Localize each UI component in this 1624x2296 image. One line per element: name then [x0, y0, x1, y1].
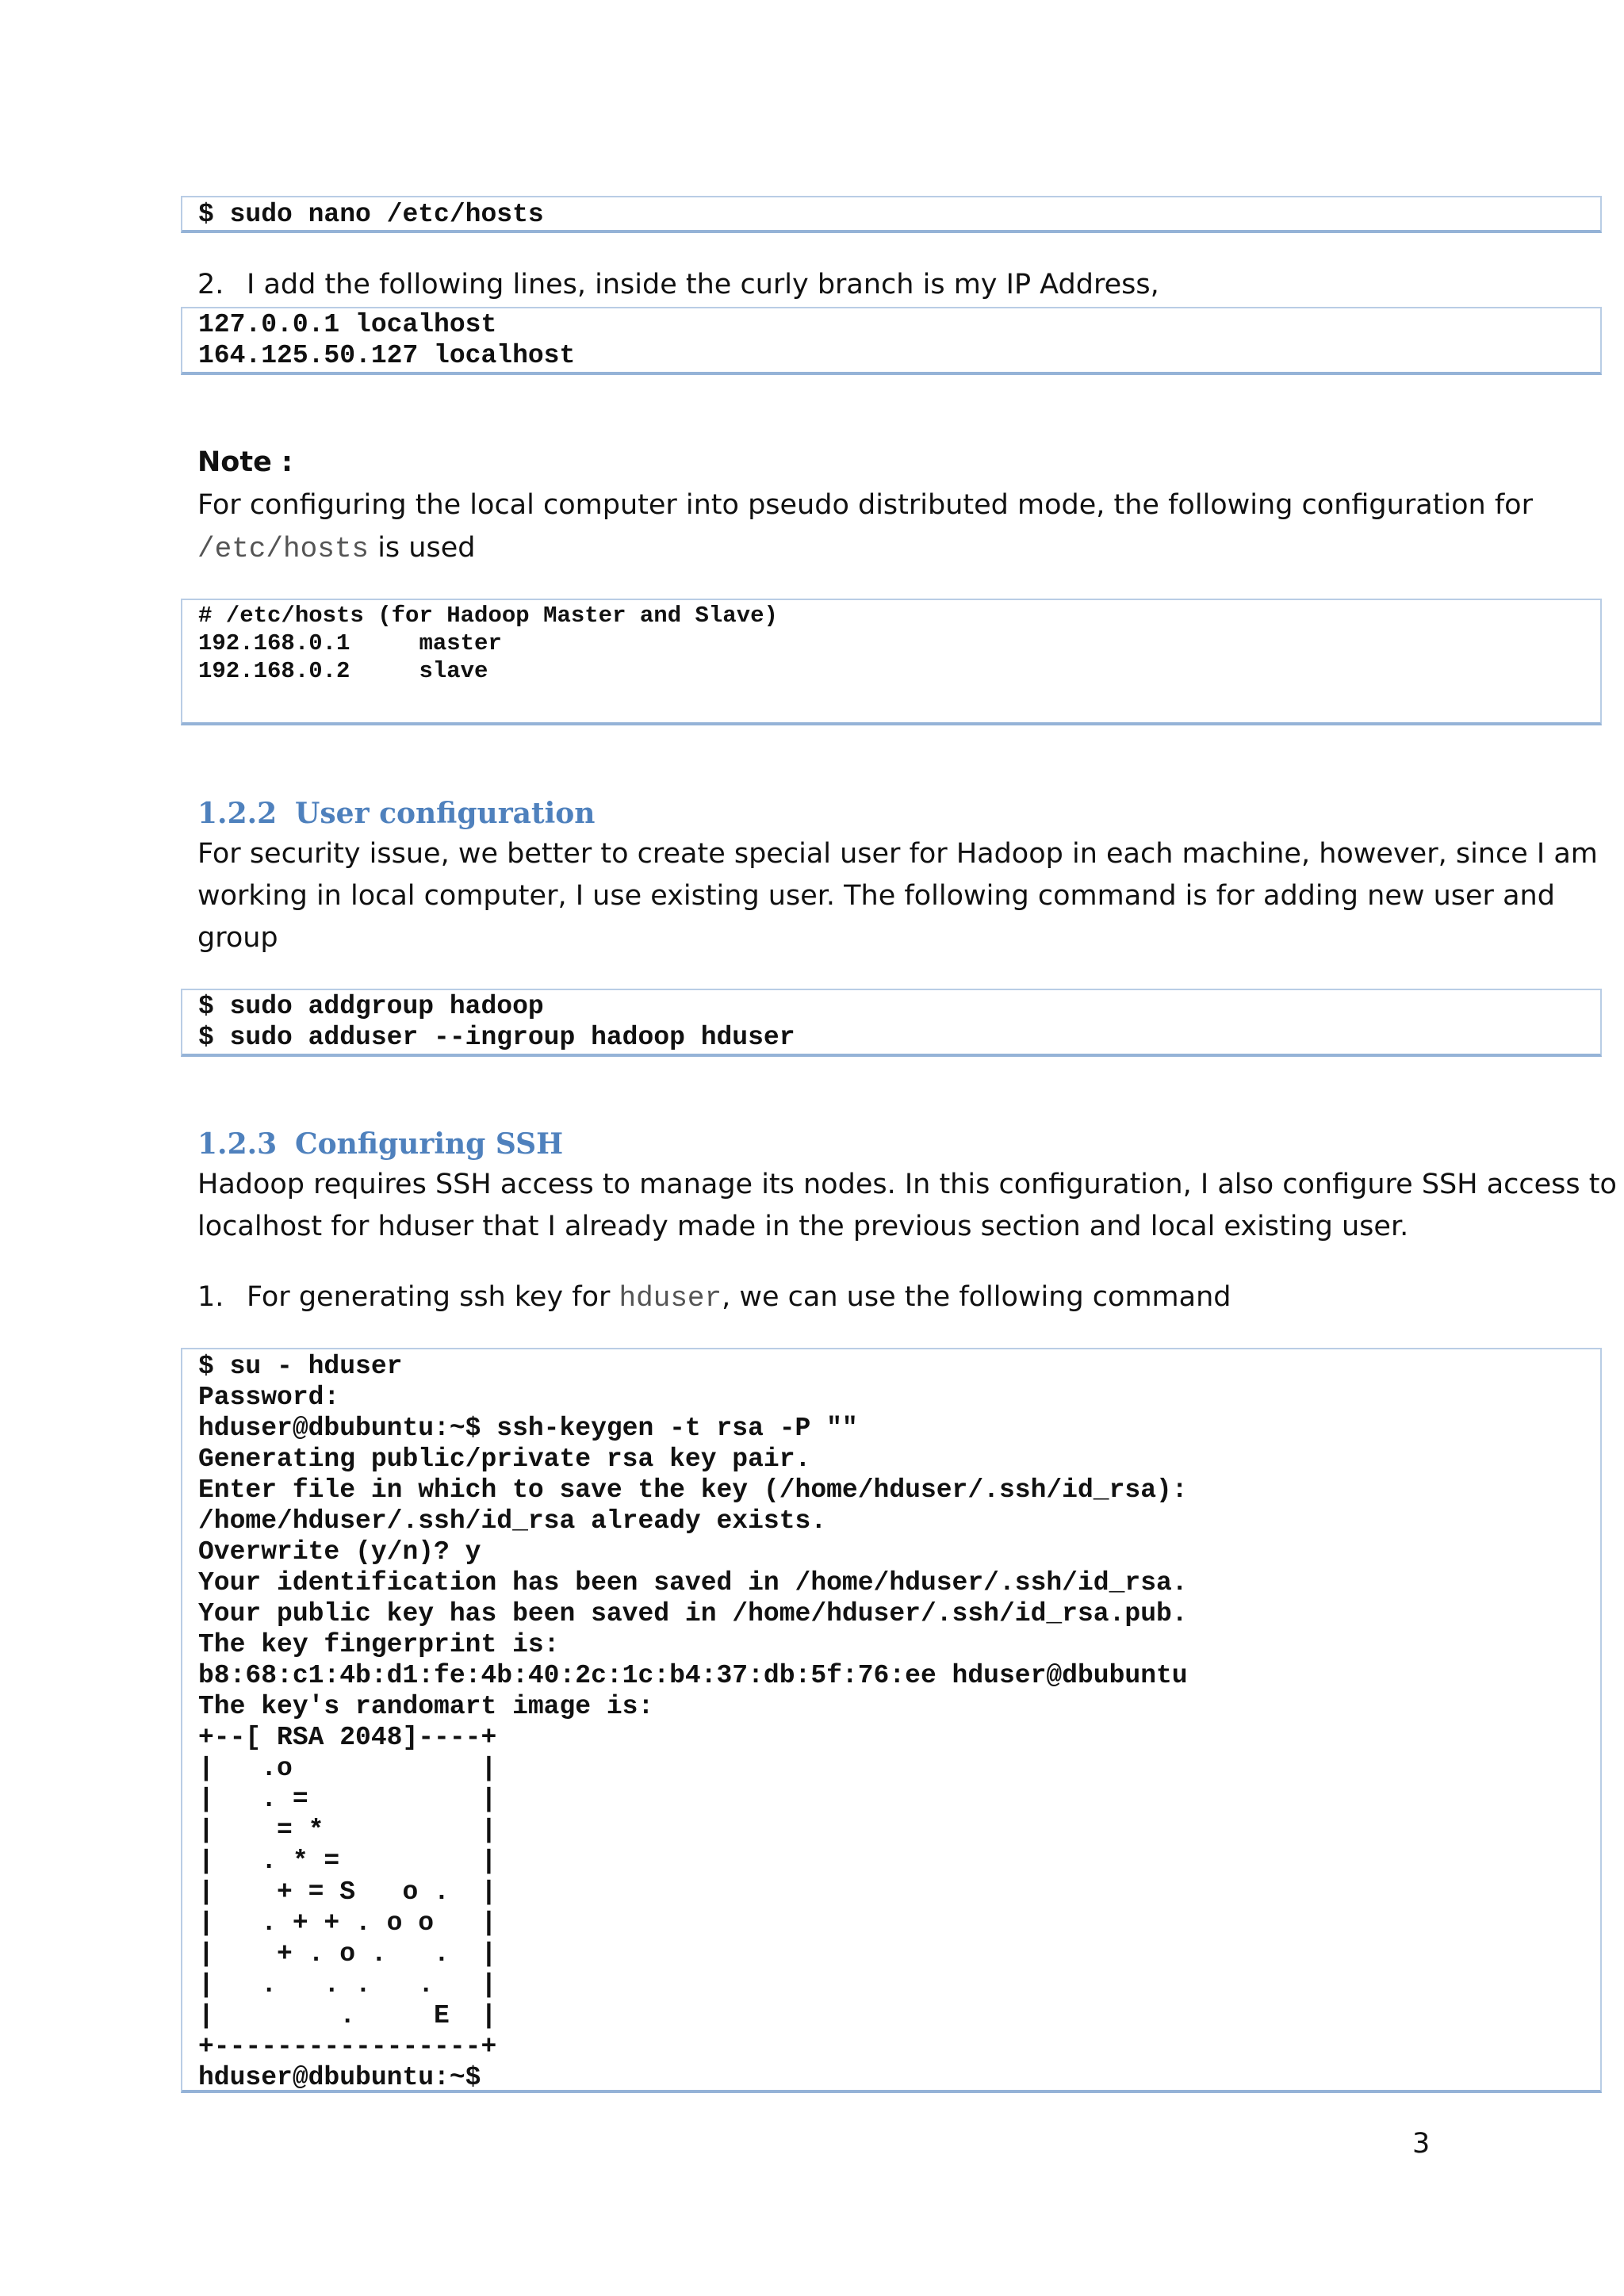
note-suffix: is used [377, 532, 476, 564]
section-title: Configuring SSH [295, 1127, 564, 1161]
code-block-hosts-command [181, 196, 1602, 233]
section-heading-configuring-ssh [197, 1124, 563, 1164]
list-text: I add the following lines, inside the curly branch is my IP Address, [247, 269, 1159, 300]
note-text-line-2 [197, 527, 1442, 570]
section-number: 1.2.2 [197, 797, 278, 830]
inline-code-path: /etc/hosts [197, 533, 370, 565]
list-text-prefix: For generating ssh key for [247, 1281, 619, 1313]
list-text-suffix: , we can use the following command [722, 1281, 1231, 1313]
code-block-ssh-keygen [181, 1348, 1602, 2093]
code-block-add-user [181, 989, 1602, 1057]
paragraph-line: group [197, 922, 278, 954]
section-title: User configuration [295, 797, 596, 830]
code-text: $ sudo nano /etc/hosts [198, 200, 544, 229]
inline-code-hduser: hduser [619, 1282, 722, 1314]
list-number: 2. [197, 269, 224, 300]
note-label: Note : [197, 446, 293, 478]
paragraph-line: working in local computer, I use existing user. The following command is for adding new user and [197, 880, 1555, 912]
paragraph-line: localhost for hduser that I already made in the previous section and local existing user. [197, 1211, 1409, 1242]
section-heading-user-configuration [197, 794, 595, 833]
section-number: 1.2.3 [197, 1127, 278, 1161]
code-block-hosts-lines [181, 307, 1602, 375]
code-text: # /etc/hosts (for Hadoop Master and Slave) 192.168.0.1 master 192.168.0.2 slave [198, 603, 778, 684]
code-text: 127.0.0.1 localhost 164.125.50.127 localhost [198, 310, 576, 370]
note-text-line-1: For configuring the local computer into pseudo distributed mode, the following configuration for [197, 489, 1533, 521]
page-number: 3 [1412, 2128, 1431, 2160]
list-number: 1. [197, 1281, 224, 1313]
code-text: $ sudo addgroup hadoop $ sudo adduser --ingroup hadoop hduser [198, 992, 795, 1052]
list-item-step-1 [197, 1276, 1231, 1319]
list-item-step-2 [197, 264, 1159, 306]
paragraph-line: Hadoop requires SSH access to manage its nodes. In this configuration, I also configure SSH access to [197, 1169, 1617, 1200]
paragraph-line: For security issue, we better to create special user for Hadoop in each machine, however, since I am [197, 838, 1598, 870]
code-block-master-slave [181, 599, 1602, 725]
code-text: $ su - hduser Password: hduser@dbubuntu:~$ ssh-keygen -t rsa -P "" Generating public/private rsa key pair. Enter file in which to save the key (/home/hduser/.ssh/id_rsa): /home/hduser/.ssh/id_rsa already exists. Overwrite (y/n)? y Your identification has been saved in /home/hduser/.ssh/id_rsa. Your public key has been saved in /home/hduser/.ssh/id_rsa.pub. The key fingerprint is: b8:68:c1:4b:d1:fe:4b:40:2c:1c:b4:37:db:5f:76:ee hduser@dbubuntu The key's randomart image is: +--[ RSA 2048]----+ | .o | | . = | | = * | | . * = | | + = S o . | | . + + . o o | | + . o . . | | . . . . | | . E | +-----------------+ hduser@dbubuntu:~$ [198, 1352, 1188, 2092]
